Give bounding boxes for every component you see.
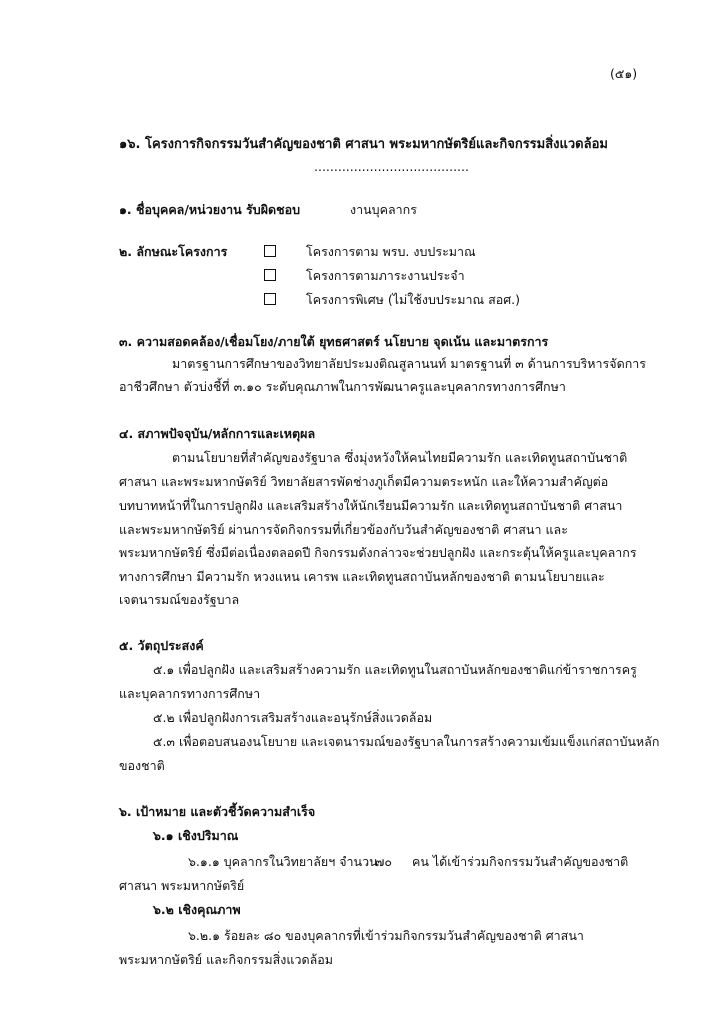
checkbox-special-project[interactable] [264, 293, 276, 305]
section-1-heading: ๑. ชื่อบุคคล/หน่วยงาน รับผิดชอบ [119, 202, 301, 217]
checkbox-routine-work[interactable] [264, 269, 276, 281]
responsible-unit: งานบุคลากร [350, 202, 417, 217]
section-5-heading: ๕. วัตถุประสงค์ [119, 638, 204, 653]
quality-line-2: พระมหากษัตริย์ และกิจกรรมสิ่งแวดล้อม [119, 952, 333, 967]
page-title: ๑๖. โครงการกิจกรรมวันสำคัญของชาติ ศาสนา พระมหากษัตริย์และกิจกรรมสิ่งแวดล้อม [119, 137, 608, 152]
objective-1-line-2: และบุคลากรทางการศึกษา [119, 686, 261, 701]
objective-2: ๕.๒ เพื่อปลูกฝังการเสริมสร้างและอนุรักษ์สิ่งแวดล้อม [153, 710, 433, 725]
section-3-line-2: อาชีวศึกษา ตัวบ่งชี้ที่ ๓.๑๐ ระดับคุณภาพในการพัฒนาครูและบุคลากรทางการศึกษา [119, 379, 566, 394]
title-dots: ....................................... [314, 159, 469, 174]
section-6-heading: ๖. เป้าหมาย และตัวชี้วัดความสำเร็จ [119, 804, 316, 819]
section-4-line-4: และพระมหากษัตริย์ ผ่านการจัดกิจกรรมที่เกี่ยวข้องกับวันสำคัญของชาติ ศาสนา และ [119, 522, 568, 537]
option-special-project: โครงการพิเศษ (ไม่ใช้งบประมาณ สอศ.) [306, 292, 520, 307]
section-4-line-6: ทางการศึกษา มีความรัก หวงแหน เคารพ และเทิดทูนสถาบันหลักของชาติ ตามนโยบายและ [119, 569, 605, 584]
section-4-heading: ๔. สภาพปัจจุบัน/หลักการและเหตุผล [119, 426, 316, 441]
quantity-heading: ๖.๑ เชิงปริมาณ [153, 828, 239, 843]
quality-heading: ๖.๒ เชิงคุณภาพ [153, 902, 241, 917]
section-4-line-3: บทบาทหน้าที่ในการปลูกฝัง และเสริมสร้างให้นักเรียนมีความรัก และเทิดทูนสถาบันชาติ ศาสนา [119, 498, 623, 513]
objective-3-line-2: ของชาติ [119, 758, 165, 773]
option-budget-act: โครงการตาม พรบ. งบประมาณ [306, 244, 476, 259]
section-2-heading: ๒. ลักษณะโครงการ [119, 244, 228, 259]
quantity-count: ๗๐ [375, 854, 393, 869]
checkbox-budget-act[interactable] [264, 245, 276, 257]
section-3-heading: ๓. ความสอดคล้อง/เชื่อมโยง/ภายใต้ ยุทธศาสตร์ นโยบาย จุดเน้น และมาตรการ [119, 334, 549, 349]
objective-3-line-1: ๕.๓ เพื่อตอบสนองนโยบาย และเจตนารมณ์ของรัฐบาลในการสร้างความเข้มแข็งแก่สถาบันหลัก [153, 734, 660, 749]
quantity-line-2: ศาสนา พระมหากษัตริย์ [119, 878, 245, 893]
quantity-line-1-a: ๖.๑.๑ บุคลากรในวิทยาลัยฯ จำนวน [188, 854, 378, 869]
option-routine-work: โครงการตามภาระงานประจำ [306, 268, 465, 283]
section-3-line-1: มาตรฐานการศึกษาของวิทยาลัยประมงติณสูลานนท์ มาตรฐานที่ ๓ ด้านการบริหารจัดการ [172, 356, 647, 371]
section-4-line-5: พระมหากษัตริย์ ซึ่งมีต่อเนื่องตลอดปี กิจกรรมดังกล่าวจะช่วยปลูกฝัง และกระตุ้นให้ครูและบุคลากร [119, 545, 637, 560]
section-4-line-2: ศาสนา และพระมหากษัตริย์ วิทยาลัยสารพัดช่างภูเก็ตมีความตระหนัก และให้ความสำคัญต่อ [119, 474, 609, 489]
quantity-line-1-b: คน ได้เข้าร่วมกิจกรรมวันสำคัญของชาติ [412, 854, 629, 869]
section-4-line-7: เจตนารมณ์ของรัฐบาล [119, 592, 240, 607]
section-4-line-1: ตามนโยบายที่สำคัญของรัฐบาล ซึ่งมุ่งหวังให้คนไทยมีความรัก และเทิดทูนสถาบันชาติ [172, 450, 628, 465]
quality-line-1: ๖.๒.๑ ร้อยละ ๘๐ ของบุคลากรที่เข้าร่วมกิจกรรมวันสำคัญของชาติ ศาสนา [188, 928, 584, 943]
page-number: (๕๑) [610, 66, 638, 81]
objective-1-line-1: ๕.๑ เพื่อปลูกฝัง และเสริมสร้างความรัก และเทิดทูนในสถาบันหลักของชาติแก่ข้าราชการครู [153, 662, 637, 677]
